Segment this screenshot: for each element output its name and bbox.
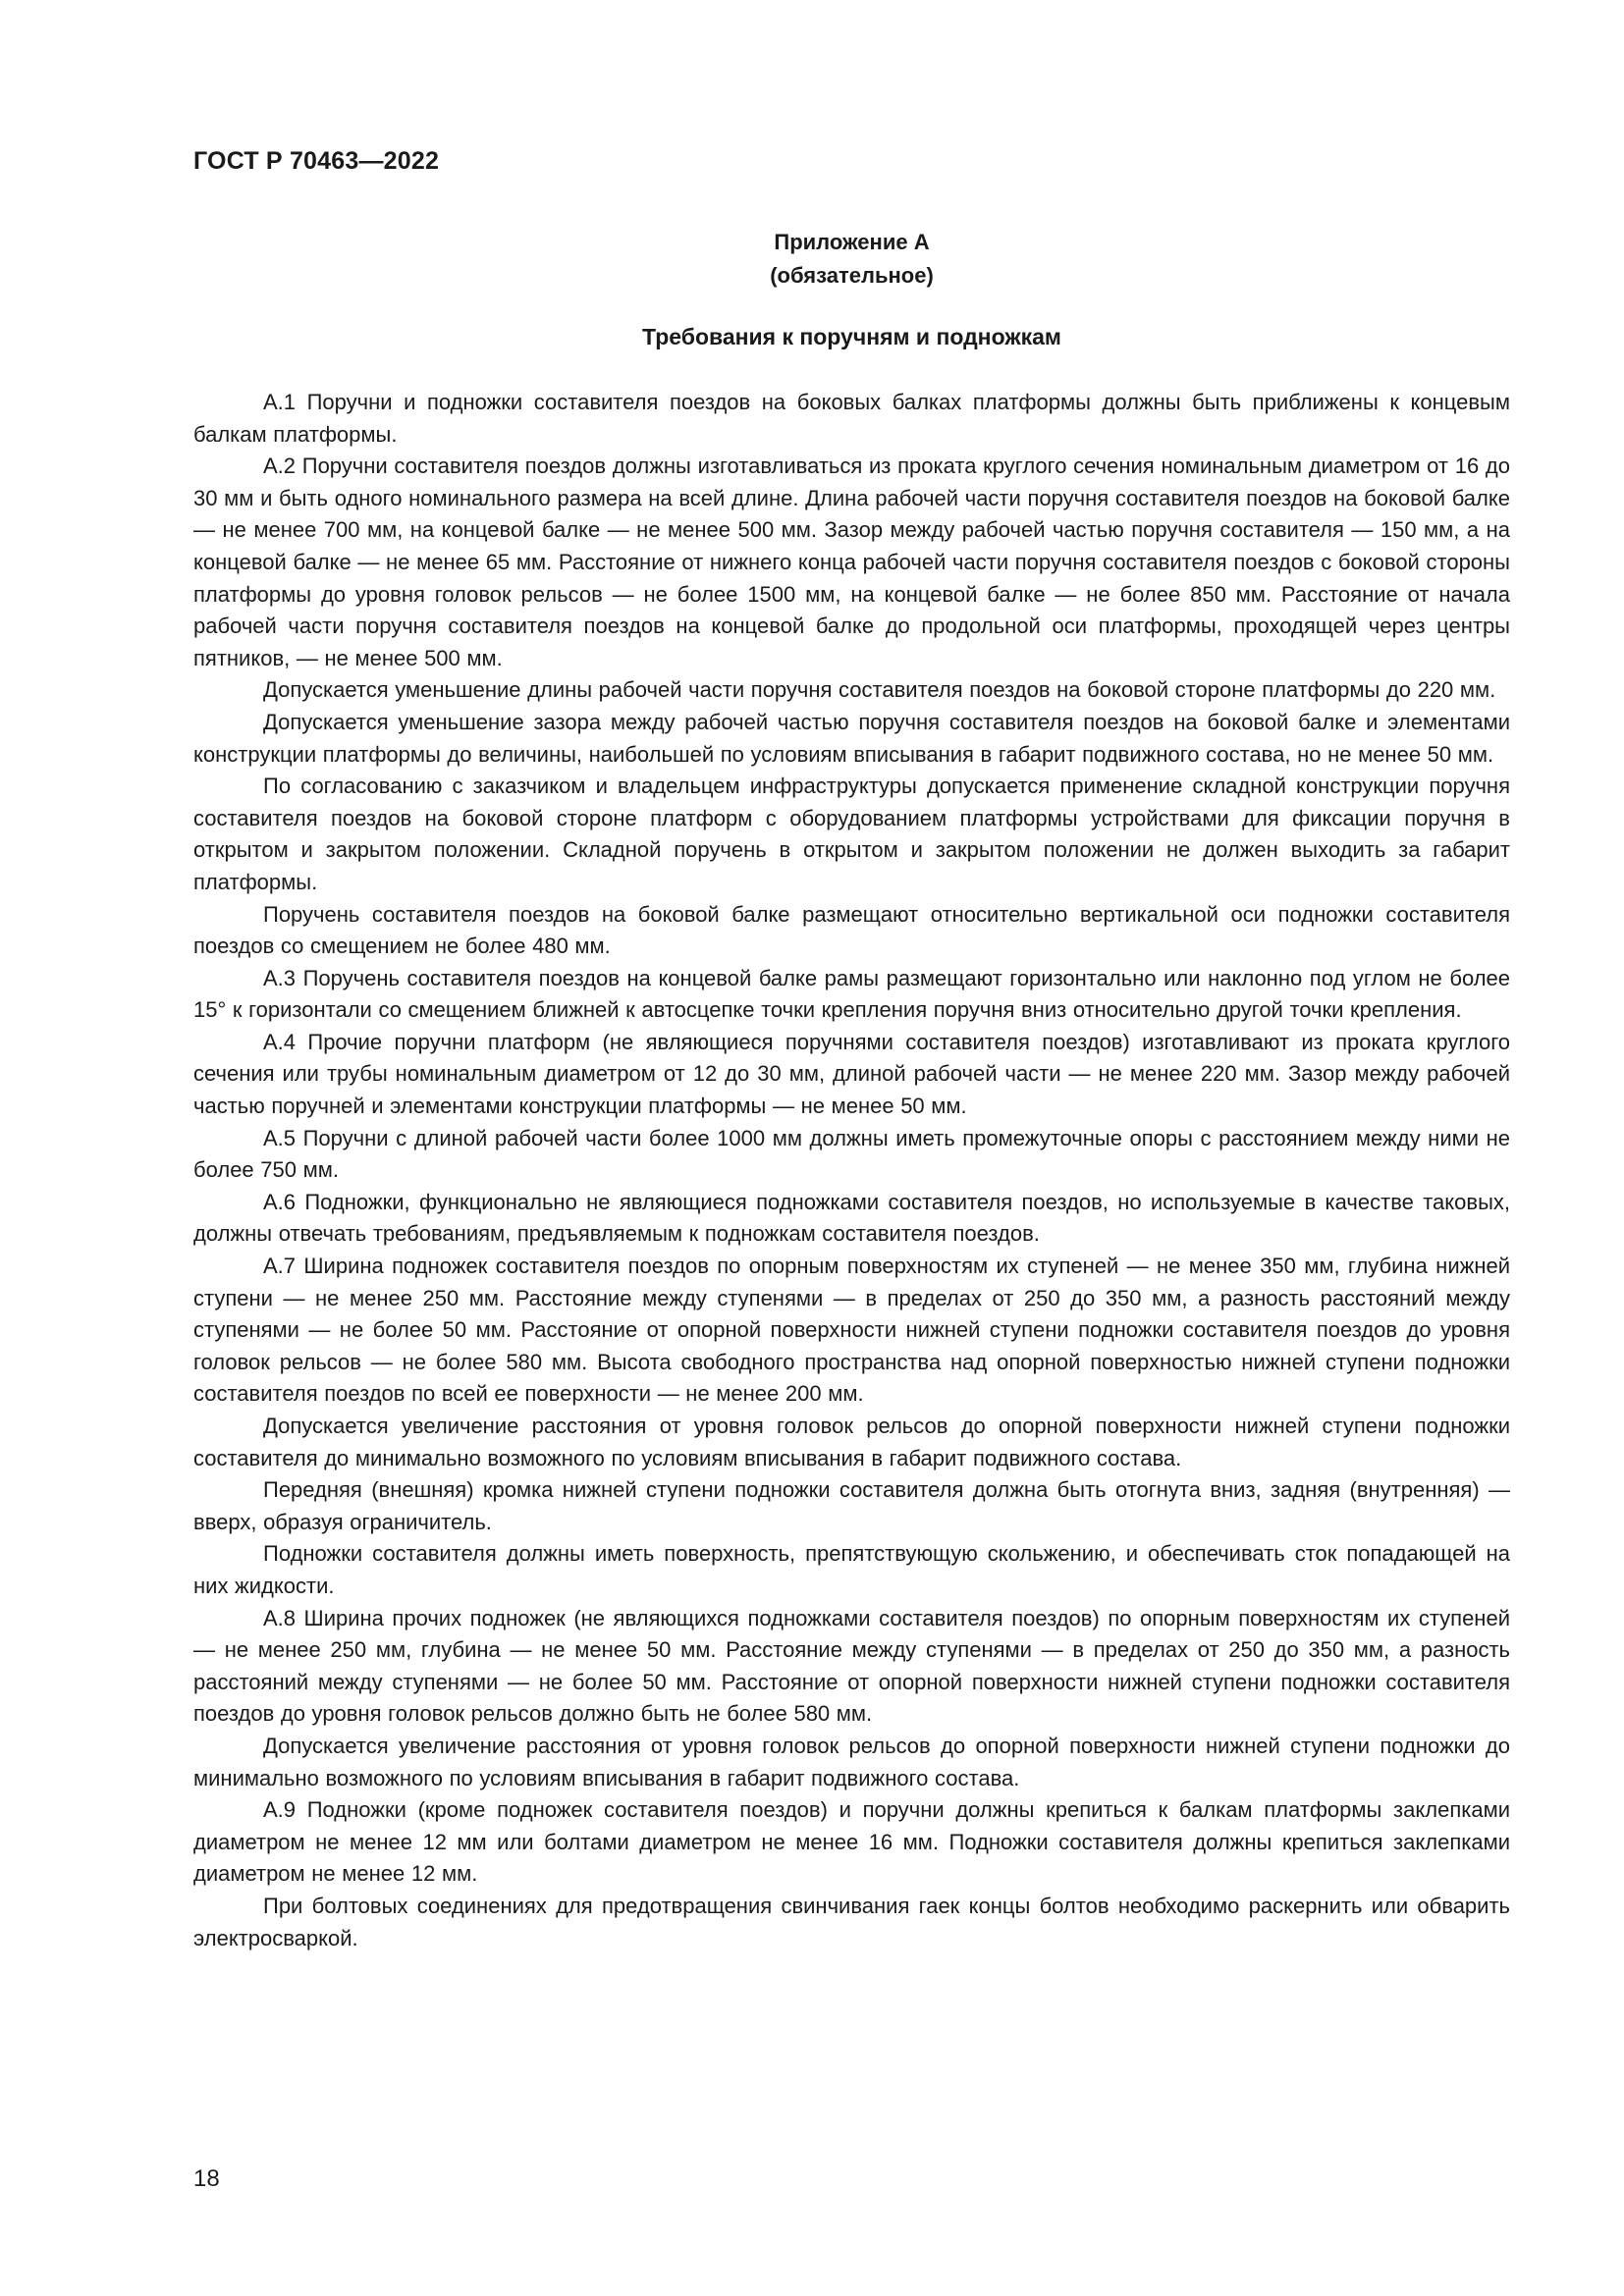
paragraph-a9: А.9 Подножки (кроме подножек составителя поездов) и поручни должны крепиться к балкам платформы заклепками диаметром не менее 12 мм или болтами диаметром не менее 16 мм. Подножки составителя должны крепиться заклепками диаметром не менее 12 мм. — [193, 1797, 1510, 1887]
annex-status: (обязательное) — [770, 263, 934, 288]
paragraph: Допускается увеличение расстояния от уровня головок рельсов до опорной поверхности нижней ступени подножки до минимально возможного по условиям вписывания в габарит подвижного состава. — [193, 1733, 1510, 1790]
paragraph: Допускается увеличение расстояния от уровня головок рельсов до опорной поверхности нижней ступени подножки составителя до минимально возможного по условиям вписывания в габарит подвижного состава. — [193, 1414, 1510, 1470]
paragraph-a7: А.7 Ширина подножек составителя поездов по опорным поверхностям их ступеней — не менее 350 мм, глубина нижней ступени — не менее 250 мм. Расстояние между ступенями — в пределах от 250 до 350 мм, а разность расстояний между ступенями — не более 50 мм. Расстояние от опорной поверхности нижней ступени подножки составителя поездов до уровня головок рельсов — не более 580 мм. Высота свободного пространства над опорной поверхностью нижней ступени подножки составителя поездов по всей ее поверхности — не менее 200 мм. — [193, 1254, 1510, 1407]
document-header: ГОСТ Р 70463—2022 — [193, 147, 440, 175]
annex-label: Приложение А — [774, 230, 930, 254]
paragraph: Поручень составителя поездов на боковой балке размещают относительно вертикальной оси подножки составителя поездов со смещением не более 480 мм. — [193, 901, 1510, 959]
paragraph-a6: А.6 Подножки, функционально не являющиеся подножками составителя поездов, но используемые в качестве таковых, должны отвечать требованиям, предъявляемым к подножкам составителя поездов. — [193, 1189, 1510, 1247]
paragraph: При болтовых соединениях для предотвращения свинчивания гаек концы болтов необходимо раскернить или обварить электросваркой. — [193, 1893, 1510, 1950]
paragraph: Допускается уменьшение длины рабочей части поручня составителя поездов на боковой стороне платформы до 220 мм. — [263, 677, 1496, 703]
paragraph: По согласованию с заказчиком и владельцем инфраструктуры допускается применение складной конструкции поручня составителя поездов на боковой стороне платформ с оборудованием платформы устройствами для фиксации поручня в открытом и закрытом положении. Складной поручень в открытом и закрытом положении не должен выходить за габарит платформы. — [193, 774, 1510, 894]
paragraph: Передняя (внешняя) кромка нижней ступени подножки составителя должна быть отогнута вниз, задняя (внутренняя) — вверх, образуя ограничитель. — [193, 1477, 1510, 1534]
paragraph-a8: А.8 Ширина прочих подножек (не являющихся подножками составителя поездов) по опорным поверхностям их ступеней — не менее 250 мм, глубина — не менее 50 мм. Расстояние между ступенями — в пределах от 250 до 350 мм, а разность расстояний между ступенями — не более 50 мм. Расстояние от опорной поверхности нижней ступени подножки составителя поездов до уровня головок рельсов должно быть не более 580 мм. — [193, 1605, 1510, 1727]
paragraph-a5: А.5 Поручни с длиной рабочей части более 1000 мм должны иметь промежуточные опоры с расстоянием между ними не более 750 мм. — [193, 1125, 1510, 1183]
page-number: 18 — [193, 2165, 220, 2192]
paragraph-a2: А.2 Поручни составителя поездов должны изготавливаться из проката круглого сечения номинальным диаметром от 16 до 30 мм и быть одного номинального размера на всей длине. Длина рабочей части поручня составителя поездов на боковой балке — не менее 700 мм, на концевой балке — не менее 500 мм. Зазор между рабочей частью поручня составителя — 150 мм, а на концевой балке — не менее 65 мм. Расстояние от нижнего конца рабочей части поручня составителя поездов с боковой стороны платформы до уровня головок рельсов — не более 1500 мм, на концевой балке — не более 850 мм. Расстояние от начала рабочей части поручня составителя поездов на концевой балке до продольной оси платформы, проходящей через центры пятников, — не менее 500 мм. — [193, 454, 1510, 670]
paragraph: Допускается уменьшение зазора между рабочей частью поручня составителя поездов на боковой балке и элементами конструкции платформы до величины, наибольшей по условиям вписывания в габарит подвижного состава, но не менее 50 мм. — [193, 709, 1510, 767]
paragraph-a4: А.4 Прочие поручни платформ (не являющиеся поручнями составителя поездов) изготавливают из проката круглого сечения или трубы номинальным диаметром от 12 до 30 мм, длиной рабочей части — не менее 220 мм. Зазор между рабочей частью поручней и элементами конструкции платформы — не менее 50 мм. — [193, 1029, 1510, 1119]
paragraph-a1: А.1 Поручни и подножки составителя поездов на боковых балках платформы должны быть приближены к концевым балкам платформы. — [193, 390, 1510, 447]
paragraph: Подножки составителя должны иметь поверхность, препятствующую скольжению, и обеспечивать сток попадающей на них жидкости. — [193, 1541, 1510, 1598]
annex-heading: Требования к поручням и подножкам — [642, 324, 1061, 349]
paragraph-a3: А.3 Поручень составителя поездов на концевой балке рамы размещают горизонтально или наклонно под углом не более 15° к горизонтали со смещением ближней к автосцепке точки крепления поручня вниз относительно другой точки крепления. — [193, 965, 1510, 1023]
annex-body — [193, 387, 1510, 1954]
